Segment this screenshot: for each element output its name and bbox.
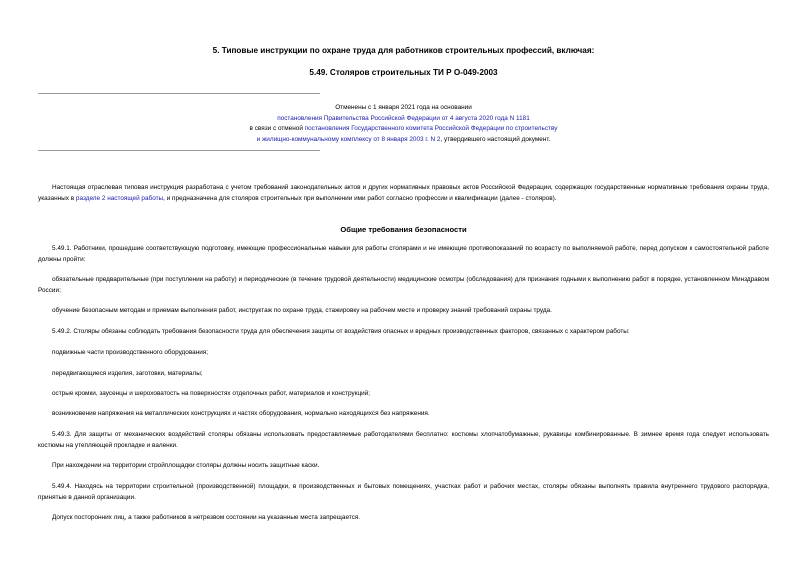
document-subheading: 5.49. Столяров строительных ТИ Р О-049-2003 xyxy=(309,68,498,77)
notice-line-3-prefix: в связи с отменой xyxy=(249,125,305,132)
cancellation-notice xyxy=(0,103,807,145)
paragraph-training: обучение безопасным методам и приемам выполнения работ, инструктаж по охране труда, стажировку на рабочем месте и проверку знаний требований охраны труда. xyxy=(52,307,552,314)
notice-link-decree-2020[interactable]: постановления Правительства Российской Федерации от 4 августа 2020 года N 1181 xyxy=(277,114,530,122)
intro-text-1: Настоящая отраслевая типовая инструкция разработана с учетом требований законодательных актов и других нормативных правовых актов Российской Федерации, содержащих государственные нормативные требования охраны труда, указанных в xyxy=(38,184,769,202)
document-heading: 5. Типовые инструкции по охране труда для работников строительных профессий, включая: xyxy=(212,46,595,55)
paragraph-medical: обязательные предварительные (при поступлении на работу) и периодические (в течение трудовой деятельности) медицинские осмотры (обследования) для признания годными к выполнению работ в порядке, установленном Минздравом России; xyxy=(38,276,769,294)
paragraph-helmets: При нахождении на территории стройплощадки столяры должны носить защитные каски. xyxy=(52,462,320,469)
paragraph-5-49-4: 5.49.4. Находясь на территории строительной (производственной) площадки, в производственных и бытовых помещениях, участках работ и рабочих местах, столяры обязаны выполнять правила внутреннего трудового распорядка, принятые в данной организации. xyxy=(38,483,769,501)
paragraph-5-49-1: 5.49.1. Работники, прошедшие соответствующую подготовку, имеющие профессиональные навыки для работы столярами и не имеющие противопоказаний по возрасту по выполняемой работе, перед допуском к самостоятельной работе должны пройти: xyxy=(38,245,769,263)
notice-line-4-suffix: , утвердившего настоящий документ. xyxy=(440,135,551,143)
notice-link-gosstroy[interactable]: постановления Государственного комитета Российской Федерации по строительству xyxy=(304,125,558,132)
intro-text-2: , и предназначена для столяров строительных при выполнении ими работ согласно профессии и квалификации (далее - столяров). xyxy=(163,194,557,202)
divider-top xyxy=(38,93,320,94)
section-title: Общие требования безопасности xyxy=(340,225,467,234)
intro-paragraph xyxy=(38,183,769,204)
list-item-sharp-edges: острые кромки, заусенцы и шероховатость на поверхностях отделочных работ, материалов и конструкций; xyxy=(52,390,371,397)
link-section-2[interactable]: разделе 2 настоящей работы xyxy=(75,194,164,202)
paragraph-5-49-3: 5.49.3. Для защиты от механических воздействий столяры обязаны использовать предоставляемые работодателями бесплатно: костюмы хлопчатобумажные, рукавицы комбинированные. В зимнее время года следует использовать костюмы на утепляющей прокладке и валенки. xyxy=(38,431,769,449)
list-item-voltage: возникновение напряжения на металлических конструкциях и частях оборудования, нормально находящихся без напряжения. xyxy=(52,410,430,417)
notice-link-gosstroy-cont[interactable]: и жилищно-коммунальному комплексу от 8 января 2003 г. N 2 xyxy=(256,135,441,143)
divider-bottom xyxy=(38,150,320,151)
notice-line-1: Отменены с 1 января 2021 года на основании xyxy=(335,104,472,111)
list-item-moving-parts: подвижные части производственного оборудования; xyxy=(52,349,209,356)
paragraph-access: Допуск посторонних лиц, а также работников в нетрезвом состоянии на указанные места запрещается. xyxy=(52,514,361,521)
list-item-moving-products: передвигающиеся изделия, заготовки, материалы; xyxy=(52,370,203,377)
paragraph-5-49-2: 5.49.2. Столяры обязаны соблюдать требования безопасности труда для обеспечения защиты от воздействия опасных и вредных производственных факторов, связанных с характером работы: xyxy=(52,328,630,335)
